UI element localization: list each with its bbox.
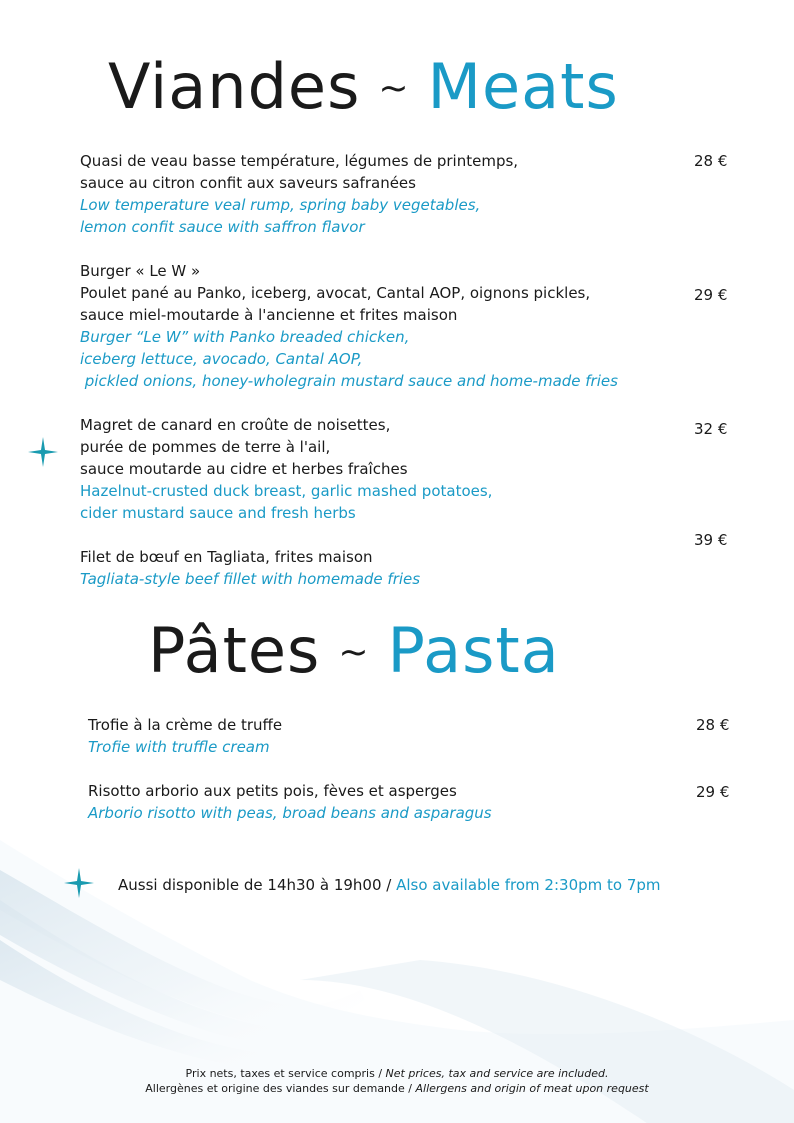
- item-en-line: iceberg lettuce, avocado, Cantal AOP,: [80, 350, 363, 368]
- item-fr-line: purée de pommes de terre à l'ail,: [80, 438, 331, 456]
- menu-item-beef: [80, 546, 420, 590]
- menu-item-duck: [80, 414, 492, 524]
- item-fr-line: sauce moutarde au cidre et herbes fraîches: [80, 460, 408, 478]
- menu-item-trofie: [88, 714, 282, 758]
- footer-notes: [0, 1066, 794, 1096]
- price-trofie: 28 €: [696, 716, 730, 734]
- item-en-line: Low temperature veal rump, spring baby vegetables,: [80, 196, 481, 214]
- item-en-line: Burger “Le W” with Panko breaded chicken,: [80, 328, 410, 346]
- price-burger: 29 €: [694, 286, 728, 304]
- footer-line-prices: [0, 1066, 794, 1081]
- pasta-title-fr: Pâtes: [148, 614, 321, 687]
- menu-item-burger: [80, 260, 618, 392]
- item-en-line: Arborio risotto with peas, broad beans and asparagus: [88, 804, 492, 822]
- sparkle-star-icon: [28, 437, 58, 467]
- item-fr-line: Risotto arborio aux petits pois, fèves et asperges: [88, 782, 457, 800]
- title-tilde: ~: [338, 632, 370, 673]
- meats-title-en: Meats: [427, 50, 619, 123]
- item-fr-line: Quasi de veau basse température, légumes de printemps,: [80, 152, 519, 170]
- item-en-line: Trofie with truffle cream: [88, 738, 270, 756]
- item-fr-line: Poulet pané au Panko, iceberg, avocat, Cantal AOP, oignons pickles,: [80, 284, 591, 302]
- footer-fr: Prix nets, taxes et service compris /: [185, 1067, 386, 1080]
- price-veal: 28 €: [694, 152, 728, 170]
- availability-en: Also available from 2:30pm to 7pm: [396, 876, 661, 894]
- price-beef: 39 €: [694, 531, 728, 549]
- item-en-line: cider mustard sauce and fresh herbs: [80, 504, 356, 522]
- pasta-section-title: [148, 614, 560, 687]
- pasta-title-en: Pasta: [387, 614, 560, 687]
- price-duck: 32 €: [694, 420, 728, 438]
- title-tilde: ~: [378, 68, 410, 109]
- footer-line-allergens: [0, 1081, 794, 1096]
- item-fr-line: Filet de bœuf en Tagliata, frites maison: [80, 548, 373, 566]
- item-fr-line: Magret de canard en croûte de noisettes,: [80, 416, 391, 434]
- availability-note: [118, 876, 661, 894]
- meats-section-title: [108, 50, 619, 123]
- sparkle-star-icon: [64, 868, 94, 898]
- footer-en: Net prices, tax and service are included.: [385, 1067, 609, 1080]
- menu-item-risotto: [88, 780, 492, 824]
- item-en-line: lemon confit sauce with saffron flavor: [80, 218, 365, 236]
- item-en-line: Hazelnut-crusted duck breast, garlic mashed potatoes,: [80, 482, 493, 500]
- footer-fr: Allergènes et origine des viandes sur demande /: [145, 1082, 416, 1095]
- item-fr-line: sauce miel-moutarde à l'ancienne et frites maison: [80, 306, 458, 324]
- item-en-line: pickled onions, honey-wholegrain mustard sauce and home-made fries: [80, 372, 618, 390]
- item-fr-line: Trofie à la crème de truffe: [88, 716, 283, 734]
- item-en-line: Tagliata-style beef fillet with homemade fries: [80, 570, 421, 588]
- menu-item-veal: [80, 150, 518, 238]
- price-risotto: 29 €: [696, 783, 730, 801]
- meats-title-fr: Viandes: [108, 50, 361, 123]
- availability-fr: Aussi disponible de 14h30 à 19h00 /: [118, 876, 397, 894]
- item-fr-line: Burger « Le W »: [80, 262, 201, 280]
- footer-en: Allergens and origin of meat upon request: [415, 1082, 649, 1095]
- item-fr-line: sauce au citron confit aux saveurs safranées: [80, 174, 416, 192]
